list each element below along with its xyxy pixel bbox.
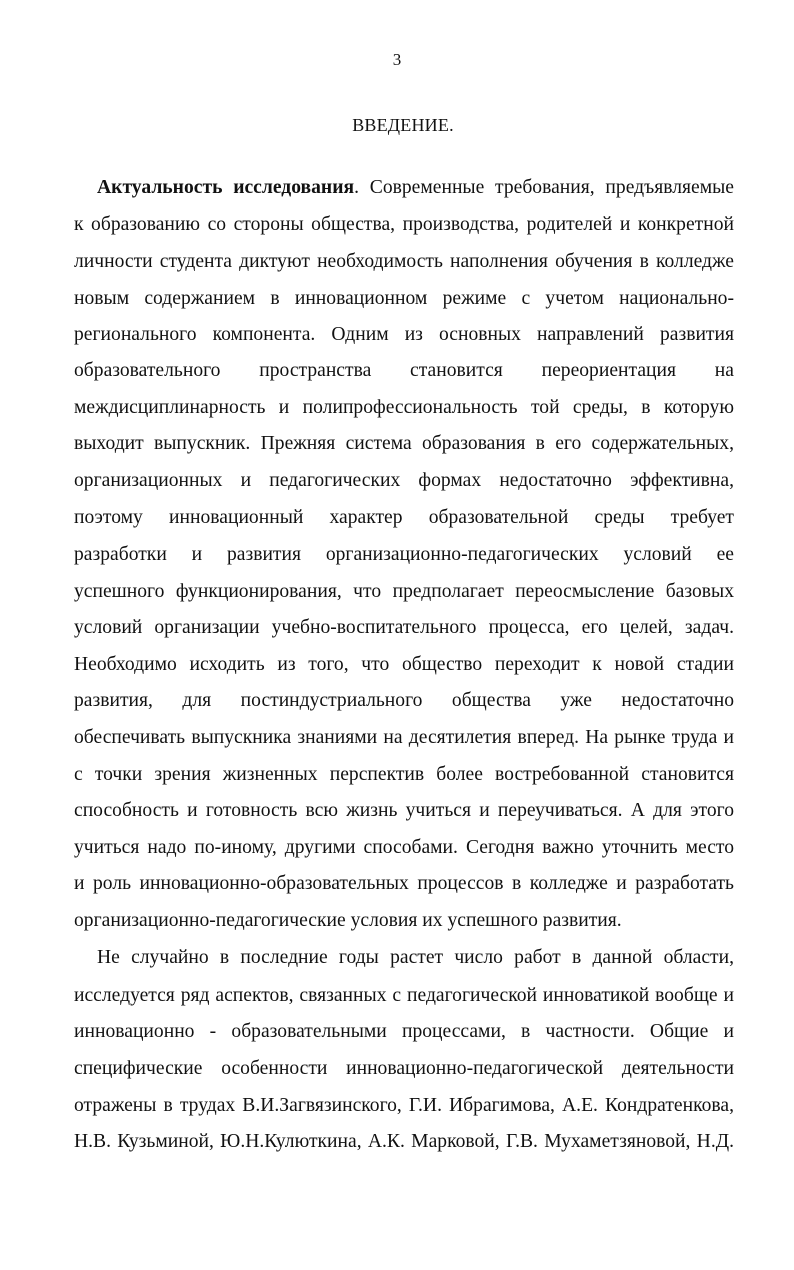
- text-line: новым содержанием в инновационном режиме с учетом национально-: [74, 288, 734, 309]
- text-line: разработки и развития организационно-педагогических условий ее: [74, 544, 734, 565]
- lead-rest: . Современные требования, предъявляемые: [354, 177, 735, 198]
- text-line: образовательного пространства становится переориентация на: [74, 360, 734, 381]
- text-line: с точки зрения жизненных перспектив более востребованной становится: [74, 764, 734, 785]
- bold-lead: Актуальность исследования: [97, 177, 355, 198]
- text-line: Не случайно в последние годы растет число работ в данной области,: [97, 947, 734, 968]
- text-line: и роль инновационно-образовательных процессов в колледже и разработать: [74, 873, 734, 894]
- page-number: 3: [392, 50, 402, 69]
- text-line: условий организации учебно-воспитательного процесса, его целей, задач.: [74, 617, 734, 638]
- text-line: организационно-педагогические условия их успешного развития.: [74, 910, 622, 931]
- text-line: к образованию со стороны общества, производства, родителей и конкретной: [74, 214, 734, 235]
- text-line: развития, для постиндустриального общества уже недостаточно: [74, 690, 734, 711]
- text-line: личности студента диктуют необходимость наполнения обучения в колледже: [74, 251, 734, 272]
- text-line: организационных и педагогических формах недостаточно эффективна,: [74, 470, 734, 491]
- text-line: выходит выпускник. Прежняя система образования в его содержательных,: [74, 433, 734, 454]
- text-line: успешного функционирования, что предполагает переосмысление базовых: [74, 581, 734, 602]
- text-line: междисциплинарность и полипрофессиональность той среды, в которую: [74, 397, 734, 418]
- text-line: регионального компонента. Одним из основных направлений развития: [74, 324, 734, 345]
- text-line: Н.В. Кузьминой, Ю.Н.Кулюткина, А.К. Марковой, Г.В. Мухаметзяновой, Н.Д.: [74, 1131, 734, 1152]
- text-line: учиться надо по-иному, другими способами. Сегодня важно уточнить место: [74, 837, 734, 858]
- text-line: отражены в трудах В.И.Загвязинского, Г.И. Ибрагимова, А.Е. Кондратенкова,: [74, 1095, 734, 1116]
- section-heading: ВВЕДЕНИЕ.: [352, 115, 454, 135]
- text-line: поэтому инновационный характер образовательной среды требует: [74, 507, 734, 528]
- text-line: способность и готовность всю жизнь учиться и переучиваться. А для этого: [74, 800, 734, 821]
- text-line: Необходимо исходить из того, что общество переходит к новой стадии: [74, 654, 734, 675]
- text-line: [97, 175, 734, 201]
- text-line: исследуется ряд аспектов, связанных с педагогической инноватикой вообще и: [74, 985, 734, 1006]
- text-line: специфические особенности инновационно-педагогической деятельности: [74, 1058, 734, 1079]
- text-line: инновационно - образовательными процессами, в частности. Общие и: [74, 1021, 734, 1042]
- text-line: обеспечивать выпускника знаниями на десятилетия вперед. На рынке труда и: [74, 727, 734, 748]
